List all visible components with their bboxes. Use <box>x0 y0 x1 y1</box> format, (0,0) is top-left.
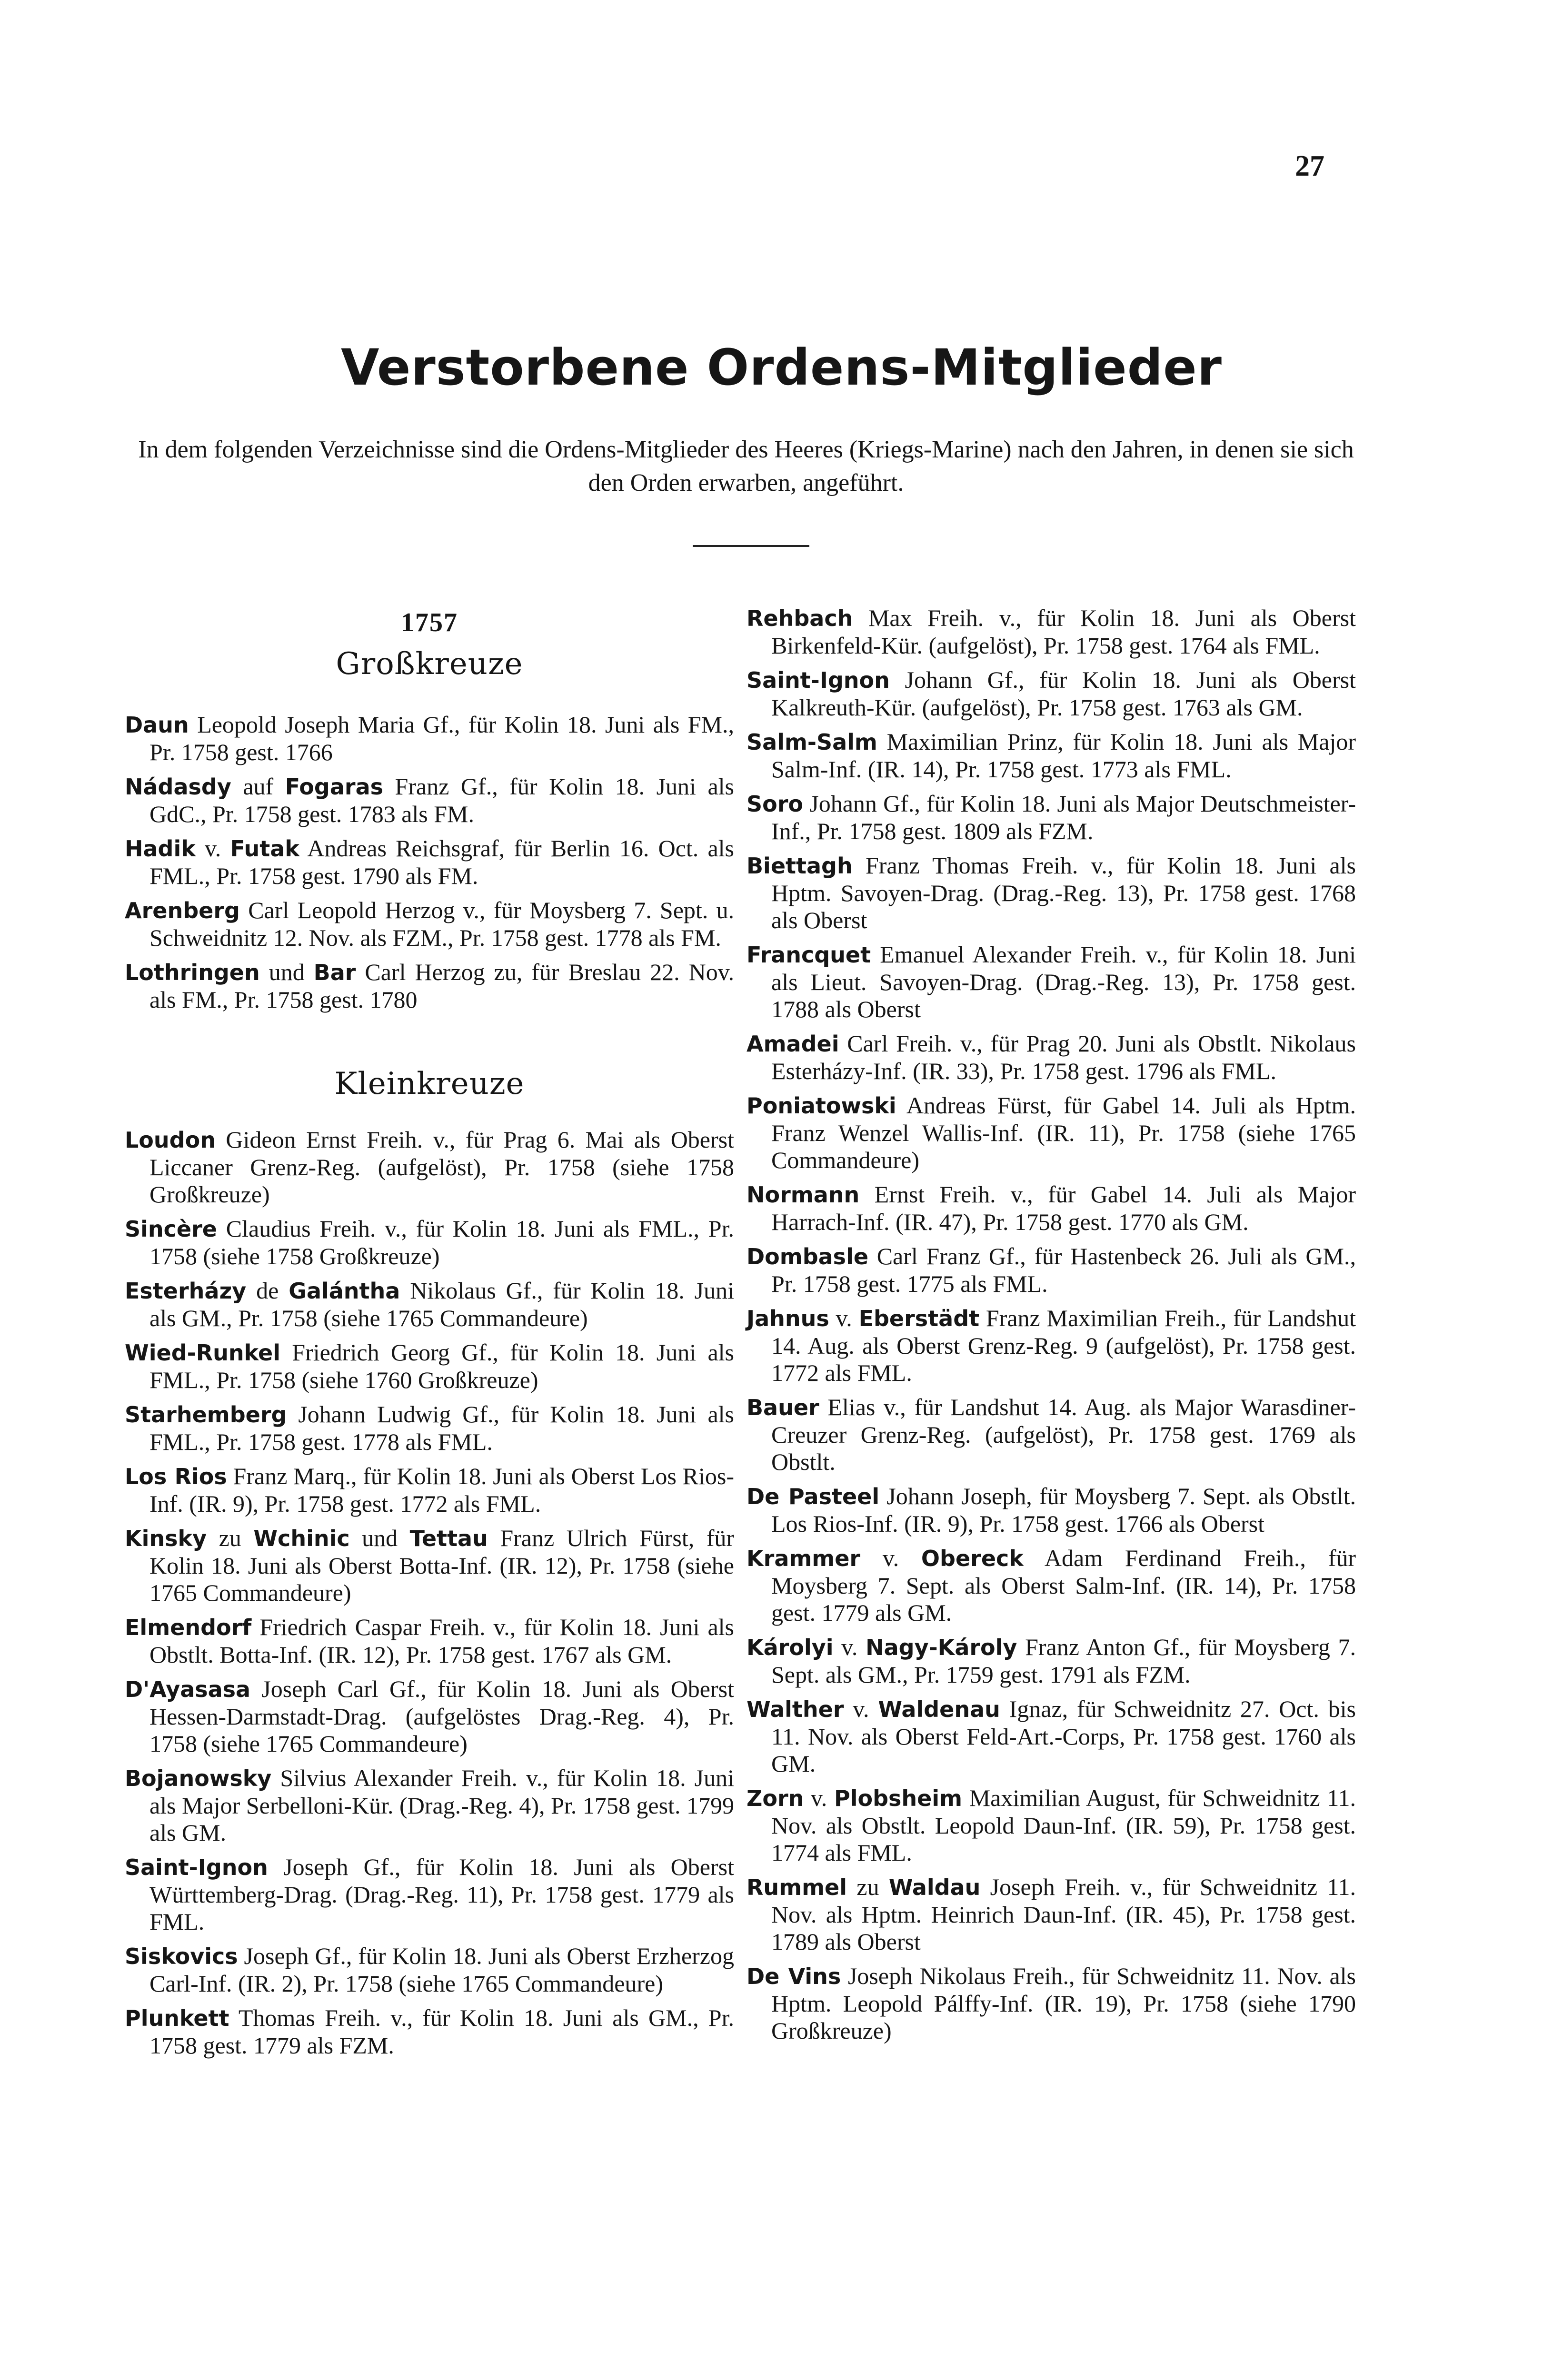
entry-text: Elias v., für Landshut 14. Aug. als Major Warasdiner-Creuzer Grenz-Reg. (aufgelöst), Pr. 1758 gest. 1769 als Obstlt. <box>771 1394 1356 1475</box>
entry-text: Thomas Freih. v., für Kolin 18. Juni als GM., Pr. 1758 gest. 1779 als FZM. <box>149 2004 734 2059</box>
entry-text: Max Freih. v., für Kolin 18. Juni als Oberst Birkenfeld-Kür. (aufgelöst), Pr. 1758 gest. 1764 als FML. <box>771 605 1356 659</box>
grosskreuze-list <box>125 711 734 1013</box>
entry-name: Biettagh <box>747 853 853 879</box>
entry-text: und <box>349 1525 410 1551</box>
entry-text: Joseph Gf., für Kolin 18. Juni als Oberst Württemberg-Drag. (Drag.-Reg. 11), Pr. 1758 gest. 1779 als FML. <box>149 1854 734 1935</box>
left-column <box>125 605 734 2066</box>
entry-name: Walther <box>747 1696 844 1722</box>
entry-name: Zorn <box>747 1785 804 1811</box>
entry-name: Normann <box>747 1182 860 1208</box>
entry-name: Lothringen <box>125 960 260 985</box>
entry-text: zu <box>847 1874 889 1900</box>
section-title-kleinkreuze: Kleinkreuze <box>334 1066 525 1101</box>
entry-name: Dombasle <box>747 1244 869 1269</box>
list-item <box>747 666 1356 721</box>
list-item <box>747 1785 1356 1866</box>
entry-name: Esterházy <box>125 1278 247 1304</box>
page-title: Verstorbene Ordens-Mitglieder <box>341 338 1222 397</box>
entry-name: Waldenau <box>878 1696 1000 1722</box>
entry-text: Leopold Joseph Maria Gf., für Kolin 18. Juni als FM., Pr. 1758 gest. 1766 <box>149 711 734 765</box>
entry-name: Bar <box>313 960 356 985</box>
entry-name: De Vins <box>747 1964 841 1989</box>
entry-name: Poniatowski <box>747 1093 896 1119</box>
entry-name: Daun <box>125 712 189 738</box>
entry-name: Nádasdy <box>125 774 231 800</box>
entry-name: Saint-Ignon <box>747 667 890 693</box>
entry-text: Joseph Nikolaus Freih., für Schweidnitz 11. Nov. als Hptm. Leopold Pálffy-Inf. (IR. 19), Pr. 1758 (siehe 1790 Großkreuze) <box>771 1963 1356 2044</box>
entry-name: Galántha <box>289 1278 400 1304</box>
entry-name: Starhemberg <box>125 1402 287 1428</box>
entry-text: v. <box>833 1634 866 1660</box>
entry-name: Krammer <box>747 1546 861 1571</box>
entry-name: Nagy-Károly <box>866 1635 1017 1660</box>
list-item <box>747 1305 1356 1387</box>
list-item <box>125 1401 734 1456</box>
entry-name: Waldau <box>888 1874 981 1900</box>
entry-text: Joseph Gf., für Kolin 18. Juni als Oberst Erzherzog Carl-Inf. (IR. 2), Pr. 1758 (siehe 1765 Commandeure) <box>149 1943 734 1997</box>
entry-text: Maximilian August, für Schweidnitz 11. Nov. als Obstlt. Leopold Daun-Inf. (IR. 59), Pr. 1758 gest. 1774 als FML. <box>771 1785 1356 1866</box>
divider-rule <box>693 545 809 547</box>
list-item <box>125 835 734 890</box>
entry-name: Fogaras <box>285 774 383 800</box>
entry-name: Tettau <box>409 1526 488 1551</box>
entry-text: zu <box>207 1525 254 1551</box>
list-item <box>747 1963 1356 2044</box>
entry-name: Plobsheim <box>834 1785 963 1811</box>
right-column <box>747 605 1356 2052</box>
list-item <box>125 1126 734 1208</box>
entry-text: Friedrich Georg Gf., für Kolin 18. Juni als FML., Pr. 1758 (siehe 1760 Großkreuze) <box>149 1339 734 1393</box>
entry-text: Andreas Fürst, für Gabel 14. Juli als Hptm. Franz Wenzel Wallis-Inf. (IR. 11), Pr. 1758 (siehe 1765 Commandeure) <box>771 1092 1356 1173</box>
section-title-grosskreuze: Großkreuze <box>336 646 523 682</box>
entry-name: Jahnus <box>747 1306 829 1331</box>
list-item <box>125 1614 734 1668</box>
entry-name: Futak <box>230 836 299 862</box>
entry-text: Adam Ferdinand Freih., für Moysberg 7. Sept. als Oberst Salm-Inf. (IR. 14), Pr. 1758 gest. 1779 als GM. <box>771 1545 1356 1626</box>
entry-name: Los Rios <box>125 1464 227 1489</box>
entry-text: Franz Ulrich Fürst, für Kolin 18. Juni als Oberst Botta-Inf. (IR. 12), Pr. 1758 (siehe 1765 Commandeure) <box>149 1525 734 1606</box>
list-item <box>125 773 734 828</box>
entry-name: Rummel <box>747 1874 847 1900</box>
list-item <box>747 941 1356 1023</box>
list-item <box>125 1943 734 1997</box>
entry-text: Friedrich Caspar Freih. v., für Kolin 18. Juni als Obstlt. Botta-Inf. (IR. 12), Pr. 1758 gest. 1767 als GM. <box>149 1614 734 1668</box>
entry-text: Carl Leopold Herzog v., für Moysberg 7. Sept. u. Schweidnitz 12. Nov. als FZM., Pr. 1758 gest. 1778 als FM. <box>149 897 734 951</box>
entry-text: v. <box>860 1545 921 1571</box>
entry-name: Salm-Salm <box>747 729 877 755</box>
entry-text: Silvius Alexander Freih. v., für Kolin 18. Juni als Major Serbelloni-Kür. (Drag.-Reg. 4), Pr. 1758 gest. 1799 als GM. <box>149 1765 734 1846</box>
year-heading: 1757 <box>401 608 458 637</box>
entry-text: de <box>246 1277 289 1304</box>
list-item <box>747 1483 1356 1537</box>
list-item <box>747 728 1356 783</box>
entry-text: Johann Ludwig Gf., für Kolin 18. Juni als FML., Pr. 1758 gest. 1778 als FML. <box>149 1401 734 1455</box>
entry-text: Andreas Reichsgraf, für Berlin 16. Oct. als FML., Pr. 1758 gest. 1790 als FM. <box>149 835 734 889</box>
entry-text: Carl Herzog zu, für Breslau 22. Nov. als FM., Pr. 1758 gest. 1780 <box>149 959 734 1013</box>
entry-name: Francquet <box>747 942 871 968</box>
entry-text: Franz Anton Gf., für Moysberg 7. Sept. als GM., Pr. 1759 gest. 1791 als FZM. <box>771 1634 1356 1688</box>
entry-text: v. <box>195 835 230 862</box>
entry-text: Johann Joseph, für Moysberg 7. Sept. als Obstlt. Los Rios-Inf. (IR. 9), Pr. 1758 gest. 1766 als Oberst <box>771 1483 1356 1537</box>
list-item <box>125 1854 734 1935</box>
entry-name: Saint-Ignon <box>125 1854 268 1880</box>
list-item <box>747 1181 1356 1236</box>
entry-text: Joseph Freih. v., für Schweidnitz 11. Nov. als Hptm. Heinrich Daun-Inf. (IR. 45), Pr. 1758 gest. 1789 als Oberst <box>771 1874 1356 1955</box>
entry-name: Amadei <box>747 1031 839 1057</box>
entry-name: Rehbach <box>747 605 853 631</box>
entry-text: Franz Maximilian Freih., für Landshut 14. Aug. als Oberst Grenz-Reg. 9 (aufgelöst), Pr. 1758 gest. 1772 als FML. <box>771 1305 1356 1386</box>
entry-name: Arenberg <box>125 898 240 923</box>
list-item <box>125 897 734 952</box>
entry-text: Carl Freih. v., für Prag 20. Juni als Obstlt. Nikolaus Esterházy-Inf. (IR. 33), Pr. 1758 gest. 1796 als FML. <box>771 1030 1356 1084</box>
list-item <box>125 2004 734 2059</box>
entry-name: Wchinic <box>253 1526 350 1551</box>
entry-name: Wied-Runkel <box>125 1340 280 1366</box>
entry-name: Obereck <box>921 1546 1024 1571</box>
list-item <box>125 711 734 766</box>
list-item <box>125 1525 734 1606</box>
entry-text: Gideon Ernst Freih. v., für Prag 6. Mai als Oberst Liccaner Grenz-Reg. (aufgelöst), Pr. 1758 (siehe 1758 Großkreuze) <box>149 1126 734 1208</box>
list-item <box>125 1676 734 1757</box>
entry-name: Eberstädt <box>858 1306 980 1331</box>
entry-name: Bauer <box>747 1395 819 1420</box>
list-item <box>747 1634 1356 1688</box>
list-item <box>747 1874 1356 1955</box>
list-item <box>125 1463 734 1517</box>
list-item <box>747 790 1356 845</box>
list-item <box>747 1545 1356 1626</box>
list-item <box>125 1339 734 1394</box>
entry-name: Károlyi <box>747 1635 834 1660</box>
entry-text: Emanuel Alexander Freih. v., für Kolin 18. Juni als Lieut. Savoyen-Drag. (Drag.-Reg. 13), Pr. 1758 gest. 1788 als Oberst <box>771 941 1356 1022</box>
list-item <box>747 1092 1356 1174</box>
entry-name: Hadik <box>125 836 196 862</box>
list-item <box>747 605 1356 659</box>
list-item <box>747 1696 1356 1777</box>
entry-text: Ignaz, für Schweidnitz 27. Oct. bis 11. Nov. als Oberst Feld-Art.-Corps, Pr. 1758 gest. 1760 als GM. <box>771 1696 1356 1777</box>
entry-text: auf <box>231 773 285 800</box>
entry-name: Kinsky <box>125 1526 207 1551</box>
list-item <box>747 1243 1356 1298</box>
entry-text: Claudius Freih. v., für Kolin 18. Juni als FML., Pr. 1758 (siehe 1758 Großkreuze) <box>149 1215 734 1269</box>
entry-text: Ernst Freih. v., für Gabel 14. Juli als Major Harrach-Inf. (IR. 47), Pr. 1758 gest. 1770 als GM. <box>771 1181 1356 1235</box>
intro-text: In dem folgenden Verzeichnisse sind die Ordens-Mitglieder des Heeres (Kriegs-Marine) nach den Jahren, in denen sie sich den Orden erwarben, angeführt. <box>138 436 1354 496</box>
kleinkreuze-list-left <box>125 1126 734 2059</box>
entry-name: Plunkett <box>125 2005 229 2031</box>
entry-text: und <box>259 959 314 985</box>
entry-text: Johann Gf., für Kolin 18. Juni als Oberst Kalkreuth-Kür. (aufgelöst), Pr. 1758 gest. 1763 als GM. <box>771 666 1356 721</box>
kleinkreuze-list-right <box>747 605 1356 2044</box>
entry-name: Loudon <box>125 1127 216 1153</box>
list-item <box>747 1394 1356 1476</box>
entry-name: De Pasteel <box>747 1484 880 1509</box>
list-item <box>747 852 1356 934</box>
list-item <box>125 1277 734 1332</box>
entry-text: Carl Franz Gf., für Hastenbeck 26. Juli als GM., Pr. 1758 gest. 1775 als FML. <box>771 1243 1356 1297</box>
entry-text: v. <box>804 1785 834 1811</box>
entry-name: Siskovics <box>125 1944 238 1969</box>
entry-text: Franz Thomas Freih. v., für Kolin 18. Juni als Hptm. Savoyen-Drag. (Drag.-Reg. 13), Pr. 1758 gest. 1768 als Oberst <box>771 852 1356 933</box>
page-number: 27 <box>1295 150 1324 182</box>
entry-text: Franz Marq., für Kolin 18. Juni als Oberst Los Rios-Inf. (IR. 9), Pr. 1758 gest. 1772 als FML. <box>149 1463 734 1517</box>
entry-text: Franz Gf., für Kolin 18. Juni als GdC., Pr. 1758 gest. 1783 als FM. <box>149 773 735 827</box>
entry-name: Bojanowsky <box>125 1765 272 1791</box>
entry-name: Soro <box>747 791 804 817</box>
list-item <box>125 1765 734 1846</box>
entry-name: Elmendorf <box>125 1615 252 1640</box>
list-item <box>125 959 734 1013</box>
entry-name: D'Ayasasa <box>125 1676 251 1702</box>
list-item <box>125 1215 734 1270</box>
entry-text: Maximilian Prinz, für Kolin 18. Juni als Major Salm-Inf. (IR. 14), Pr. 1758 gest. 1773 als FML. <box>771 728 1356 783</box>
entry-text: Johann Gf., für Kolin 18. Juni als Major Deutschmeister-Inf., Pr. 1758 gest. 1809 als FZM. <box>771 790 1356 844</box>
entry-text: v. <box>829 1305 859 1331</box>
entry-text: Nikolaus Gf., für Kolin 18. Juni als GM., Pr. 1758 (siehe 1765 Commandeure) <box>149 1277 734 1331</box>
entry-text: v. <box>844 1696 878 1722</box>
entry-name: Sincère <box>125 1216 217 1242</box>
list-item <box>747 1030 1356 1085</box>
entry-text: Joseph Carl Gf., für Kolin 18. Juni als Oberst Hessen-Darmstadt-Drag. (aufgelöstes Drag.-Reg. 4), Pr. 1758 (siehe 1765 Commandeure) <box>149 1676 734 1757</box>
